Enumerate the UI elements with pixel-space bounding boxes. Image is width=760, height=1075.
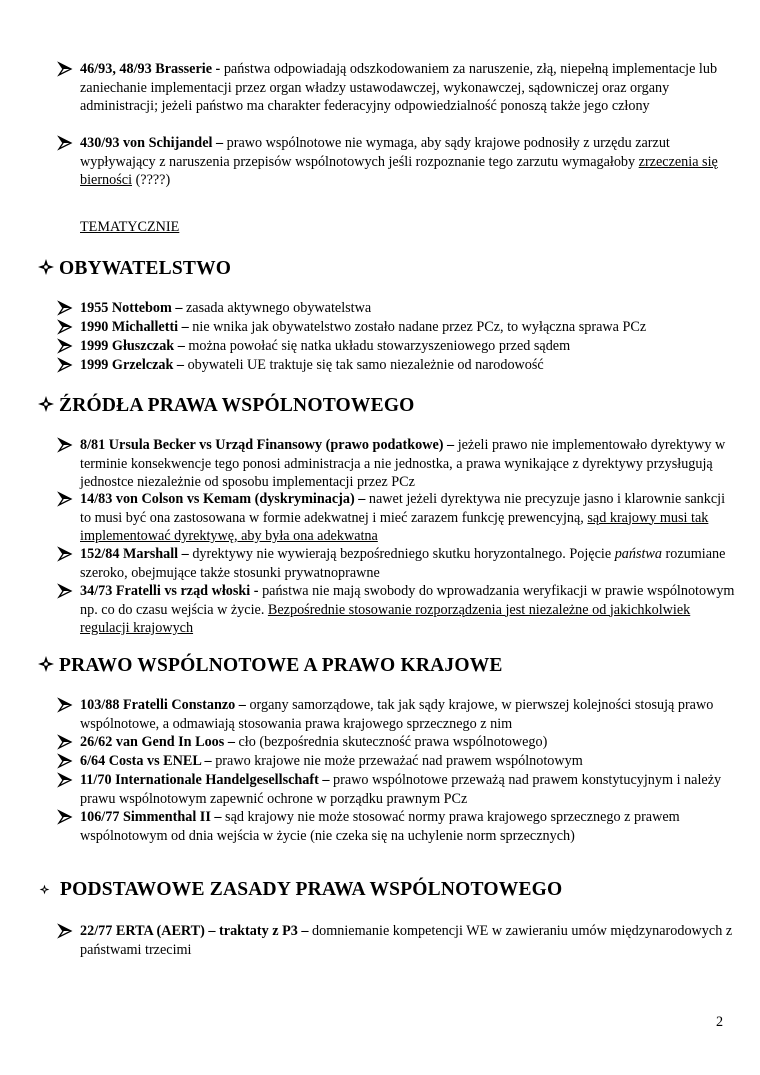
list-item: 1999 Głuszczak – można powołać się natka układu stowarzyszeniowego przed sądem <box>56 337 736 356</box>
list-item: 46/93, 48/93 Brasserie - państwa odpowiadają odszkodowaniem za naruszenie, złą, niepełną implementacje lub zaniechanie implementacji przez organ władzy ustawodawczej, wykonawczej, sądowniczej oraz organy administracji; jeżeli państwo ma charakter federacyjny odpowiedzialność ponoszą także jego człony <box>56 60 736 116</box>
list-item: 26/62 van Gend In Loos – cło (bezpośrednia skuteczność prawa wspólnotowego) <box>56 733 736 752</box>
list-item: 1999 Grzelczak – obywateli UE traktuje się tak samo niezależnie od narodowość <box>56 356 736 375</box>
list-item: 11/70 Internationale Handelgesellschaft – prawo wspólnotowe przeważą nad prawem konstytucyjnym i należy prawu wspólnotowym zapewnić ochrone w porządku prawnym PCz <box>56 771 736 808</box>
arrow-bullet-icon <box>56 337 74 355</box>
arrow-bullet-icon <box>56 60 74 78</box>
arrow-bullet-icon <box>56 490 74 508</box>
arrow-bullet-icon <box>56 752 74 770</box>
list-item: 106/77 Simmenthal II – sąd krajowy nie może stosować normy prawa krajowego sprzecznego z prawem wspólnotowym od dnia wejścia w życie (nie czeka się na uchylenie norm sprzecznych) <box>56 808 736 845</box>
section-label: TEMATYCZNIE <box>80 219 180 235</box>
arrow-bullet-icon <box>56 545 74 563</box>
arrow-bullet-icon <box>56 582 74 600</box>
arrow-bullet-icon <box>56 299 74 317</box>
diamond-bullet-icon <box>37 258 55 276</box>
list-item: 14/83 von Colson vs Kemam (dyskryminacja) – nawet jeżeli dyrektywa nie precyzuje jasno i klarownie sankcji to musi być ona zastosowana w formie adekwatnej i mieć zarazem funkcję prewencyjną, sąd krajowy musi tak implementować dyrektywę, aby była ona adekwatna <box>56 490 736 546</box>
section-heading: OBYWATELSTWO <box>37 257 231 281</box>
diamond-bullet-icon <box>39 884 50 895</box>
page-number: 2 <box>716 1014 724 1030</box>
list-item: 8/81 Ursula Becker vs Urząd Finansowy (prawo podatkowe) – jeżeli prawo nie implementowało dyrektywy w terminie konsekwencje tego ponosi administracja a nie jednostka, a prawa wynikające z dyrektywy przysługują jednostce niezależnie od sposobu implementacji przez PCz <box>56 436 736 492</box>
list-item: 22/77 ERTA (AERT) – traktaty z P3 – domniemanie kompetencji WE w zawieraniu umów międzynarodowych z państwami trzecimi <box>56 922 736 959</box>
list-item: 430/93 von Schijandel – prawo wspólnotowe nie wymaga, aby sądy krajowe podnosiły z urzędu zarzut wypływający z naruszenia przepisów wspólnotowych jeśli rozpoznanie tego zarzutu wymagałoby zrzeczenia się bierności (????) <box>56 134 736 190</box>
arrow-bullet-icon <box>56 356 74 374</box>
arrow-bullet-icon <box>56 436 74 454</box>
list-item: 103/88 Fratelli Constanzo – organy samorządowe, tak jak sądy krajowe, w pierwszej kolejności stosują prawo wspólnotowe, a odmawiają stosowania prawa krajowego sprzecznego z nim <box>56 696 736 733</box>
arrow-bullet-icon <box>56 771 74 789</box>
section-heading: ŹRÓDŁA PRAWA WSPÓLNOTOWEGO <box>37 394 415 418</box>
list-item: 152/84 Marshall – dyrektywy nie wywierają bezpośredniego skutku horyzontalnego. Pojęcie państwa rozumiane szeroko, obejmujące także stosunki prywatnoprawne <box>56 545 736 582</box>
arrow-bullet-icon <box>56 922 74 940</box>
list-item: 1955 Nottebom – zasada aktywnego obywatelstwa <box>56 299 736 318</box>
section-heading: PODSTAWOWE ZASADY PRAWA WSPÓLNOTOWEGO <box>37 878 562 902</box>
arrow-bullet-icon <box>56 733 74 751</box>
diamond-bullet-icon <box>37 655 55 673</box>
arrow-bullet-icon <box>56 808 74 826</box>
arrow-bullet-icon <box>56 318 74 336</box>
arrow-bullet-icon <box>56 696 74 714</box>
list-item: 34/73 Fratelli vs rząd włoski - państwa nie mają swobody do wprowadzania weryfikacji w prawie wspólnotowym np. co do czasu wejścia w życie. Bezpośrednie stosowanie rozporządzenia jest niezależne od jakichkolwiek regulacji krajowych <box>56 582 736 638</box>
section-heading: PRAWO WSPÓLNOTOWE A PRAWO KRAJOWE <box>37 654 503 678</box>
list-item: 6/64 Costa vs ENEL – prawo krajowe nie może przeważać nad prawem wspólnotowym <box>56 752 736 771</box>
diamond-bullet-icon <box>37 395 55 413</box>
list-item: 1990 Michalletti – nie wnika jak obywatelstwo zostało nadane przez PCz, to wyłączna sprawa PCz <box>56 318 736 337</box>
arrow-bullet-icon <box>56 134 74 152</box>
